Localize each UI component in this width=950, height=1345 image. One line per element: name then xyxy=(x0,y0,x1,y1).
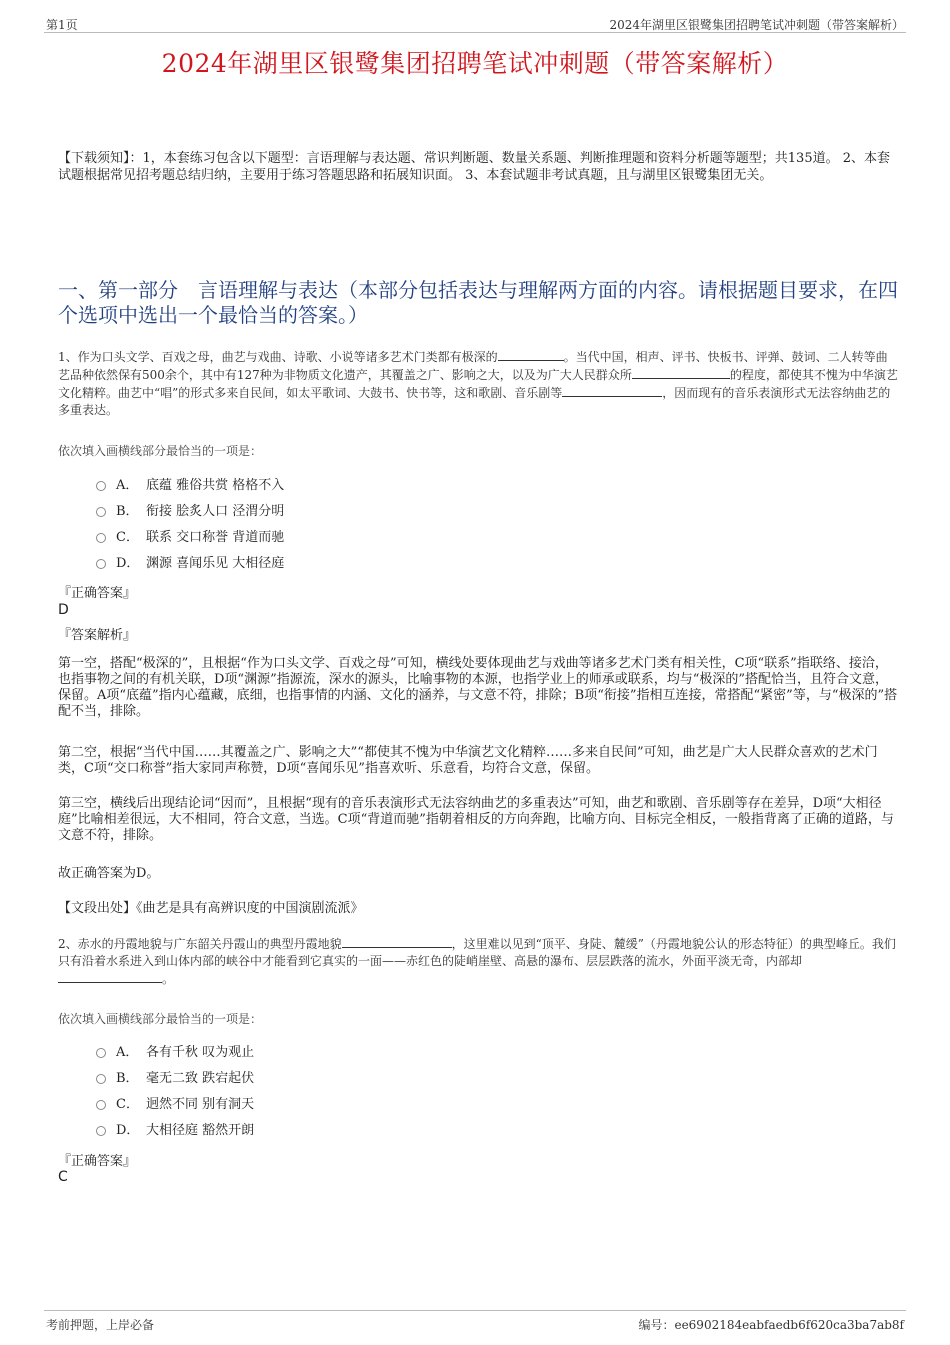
blank-3 xyxy=(562,384,628,397)
radio-icon[interactable] xyxy=(96,1074,106,1084)
question-1-hint: 依次填入画横线部分最恰当的一项是： xyxy=(58,444,263,458)
analysis-paragraph-3: 第三空，横线后出现结论词“因而”，且根据“现有的音乐表演形式无法容纳曲艺的多重表达”可知，曲艺和歌剧、音乐剧等存在差异，D项“大相径庭”比喻相差很远，大不相同，符合文意，当选。C项“背道而驰”指朝着相反的方向奔跑，比喻方向、目标完全相反，一般指背离了正确的道路，与文意不符，排除。 xyxy=(58,796,894,843)
radio-icon[interactable] xyxy=(96,1048,106,1058)
footer-doc-id: 编号：ee6902184eabfaedb6f620ca3ba7ab8f xyxy=(638,1318,904,1332)
option-a[interactable]: A． 底蕴 雅俗共赏 格格不入 xyxy=(96,473,284,499)
question-1-options xyxy=(96,473,284,577)
question-2-stem: 2、赤水的丹霞地貌与广东韶关丹霞山的典型丹霞地貌 ，这里难以见到“顶平、身陡、麓缓”（丹霞地貌公认的形态特征）的典型峰丘。我们只有沿着水系进入到山体内部的峡谷中才能看到它真实的一面——赤红色的陡峭崖壁、高悬的瀑布、层层跌落的流水，外面平淡无奇，内部却。 xyxy=(58,937,896,986)
question-2-hint: 依次填入画横线部分最恰当的一项是： xyxy=(58,1012,263,1026)
analysis-paragraph-1: 第一空，搭配“极深的”，且根据“作为口头文学、百戏之母”可知，横线处要体现曲艺与戏曲等诸多艺术门类有相关性，C项“联系”指联络、接洽，也指事物之间的有机关联，D项“渊源”指源流，深水的源头，比喻事物的本源，也指学业上的师承或联系，均与“极深的”搭配恰当，且符合文意，保留。A项“底蕴”指内心蕴藏，底细，也指事情的内涵、文化的涵养，与文意不符，排除；B项“衔接”指相互连接，常搭配“紧密”等，与“极深的”搭配不当，排除。 xyxy=(58,656,898,719)
option-a[interactable]: A． 各有千秋 叹为观止 xyxy=(96,1040,254,1066)
analysis-conclusion: 故正确答案为D。 xyxy=(58,866,160,881)
download-notice: 【下载须知】：1，本套练习包含以下题型：言语理解与表达题、常识判断题、数量关系题、判断推理题和资料分析题等题型；共135道。 2、本套试题根据常见招考题总结归纳，主要用于练习答题思路和拓展知识面。 3、本套试题非考试真题，且与湖里区银鹭集团无关。 xyxy=(58,151,890,183)
option-d[interactable]: D． 大相径庭 豁然开朗 xyxy=(96,1118,254,1144)
answer-label: 『正确答案』 xyxy=(58,1154,137,1169)
page-number: 第1页 xyxy=(46,18,78,32)
blank-1 xyxy=(498,348,564,361)
option-c[interactable]: C． 迥然不同 别有洞天 xyxy=(96,1092,254,1118)
radio-icon[interactable] xyxy=(96,1100,106,1110)
option-b[interactable]: B． 毫无二致 跌宕起伏 xyxy=(96,1066,254,1092)
answer-value: D xyxy=(58,602,69,618)
blank-3-cont xyxy=(628,384,662,397)
source-citation: 【文段出处】《曲艺是具有高辨识度的中国演剧流派》 xyxy=(58,901,364,916)
radio-icon[interactable] xyxy=(96,533,106,543)
page-footer xyxy=(44,1310,906,1335)
option-c[interactable]: C． 联系 交口称誉 背道而驰 xyxy=(96,525,284,551)
answer-value: C xyxy=(58,1169,68,1185)
blank-1 xyxy=(342,935,452,948)
document-title: 2024年湖里区银鹭集团招聘笔试冲刺题（带答案解析） xyxy=(161,49,789,78)
page-header xyxy=(44,14,906,33)
radio-icon[interactable] xyxy=(96,559,106,569)
question-2-options xyxy=(96,1040,254,1144)
blank-2 xyxy=(632,366,730,379)
header-doc-title: 2024年湖里区银鹭集团招聘笔试冲刺题（带答案解析） xyxy=(609,18,904,32)
analysis-paragraph-2: 第二空，根据“当代中国……其覆盖之广、影响之大”“都使其不愧为中华演艺文化精粹……多来自民间”可知，曲艺是广大人民群众喜欢的艺术门类，C项“交口称誉”指大家同声称赞，D项“喜闻乐见”指喜欢听、乐意看，均符合文意，保留。 xyxy=(58,745,878,776)
option-b[interactable]: B． 衔接 脍炙人口 泾渭分明 xyxy=(96,499,284,525)
radio-icon[interactable] xyxy=(96,481,106,491)
answer-label: 『正确答案』 xyxy=(58,586,137,601)
analysis-label: 『答案解析』 xyxy=(58,628,137,643)
footer-slogan: 考前押题，上岸必备 xyxy=(46,1318,155,1332)
radio-icon[interactable] xyxy=(96,1126,106,1136)
question-1-stem: 1、作为口头文学、百戏之母，曲艺与戏曲、诗歌、小说等诸多艺术门类都有极深的 。当代中国，相声、评书、快板书、评弹、鼓词、二人转等曲艺品种依然保有500余个，其中有127种为非物质文化遗产，其覆盖之广、影响之大，以及为广大人民群众所 的程度，都使其不愧为中华演艺文化精粹。曲艺中“唱”的形式多来自民间，如太平歌词、大鼓书、快书等，这和歌剧、音乐剧等 ，因而现有的音乐表演形式无法容纳曲艺的多重表达。 xyxy=(58,350,898,417)
radio-icon[interactable] xyxy=(96,507,106,517)
section-title: 一、第一部分 言语理解与表达（本部分包括表达与理解两方面的内容。请根据题目要求，在四个选项中选出一个最恰当的答案。） xyxy=(58,278,898,327)
option-d[interactable]: D． 渊源 喜闻乐见 大相径庭 xyxy=(96,551,284,577)
blank-2 xyxy=(58,970,162,983)
